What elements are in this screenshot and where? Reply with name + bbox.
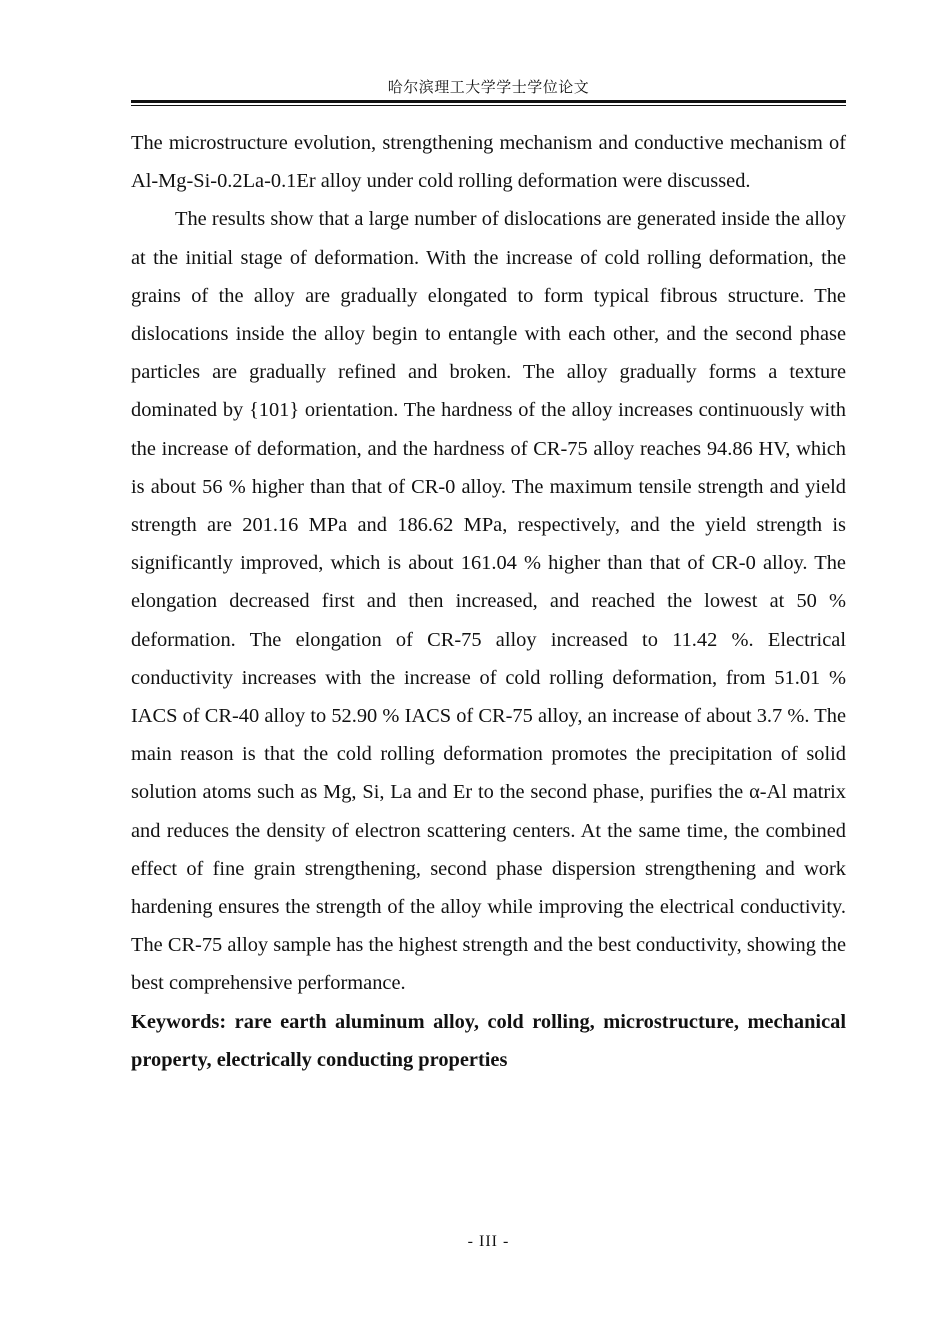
abstract-paragraph-2: The results show that a large number of dislocations are generated inside the alloy at the initial stage of deformation. With the increase of cold rolling deformation, the grains of the alloy are gradually elongated to form typical fibrous structure. The dislocations inside the alloy begin to entangle with each other, and the second phase particles are gradually refined and broken. The alloy gradually forms a texture dominated by {101} orientation. The hardness of the alloy increases continuously with the increase of deformation, and the hardness of CR-75 alloy reaches 94.86 HV, which is about 56 % higher than that of CR-0 alloy. The maximum tensile strength and yield strength are 201.16 MPa and 186.62 MPa, respectively, and the yield strength is significantly improved, which is about 161.04 % higher than that of CR-0 alloy. The elongation decreased first and then increased, and reached the lowest at 50 % deformation. The elongation of CR-75 alloy increased to 11.42 %. Electrical conductivity increases with the increase of cold rolling deformation, from 51.01 % IACS of CR-40 alloy to 52.90 % IACS of CR-75 alloy, an increase of about 3.7 %. The main reason is that the cold rolling deformation promotes the precipitation of solid solution atoms such as Mg, Si, La and Er to the second phase, purifies the α-Al matrix and reduces the density of electron scattering centers. At the same time, the combined effect of fine grain strengthening, second phase dispersion strengthening and work hardening ensures the strength of the alloy while improving the electrical conductivity. The CR-75 alloy sample has the highest strength and the best conductivity, showing the best comprehensive performance.	[131, 208, 846, 995]
keywords-line: Keywords: rare earth aluminum alloy, cold rolling, microstructure, mechanical property, electrically conducting properties	[131, 1010, 846, 1071]
page-number: - III -	[467, 1233, 510, 1250]
running-header: 哈尔滨理工大学学士学位论文	[387, 80, 590, 96]
header-rule-thin	[131, 105, 846, 106]
abstract-paragraph-1: The microstructure evolution, strengthening mechanism and conductive mechanism of Al-Mg-Si-0.2La-0.1Er alloy under cold rolling deformation were discussed.	[131, 132, 846, 193]
abstract-body	[131, 124, 846, 1079]
header-rule-thick	[131, 100, 846, 103]
